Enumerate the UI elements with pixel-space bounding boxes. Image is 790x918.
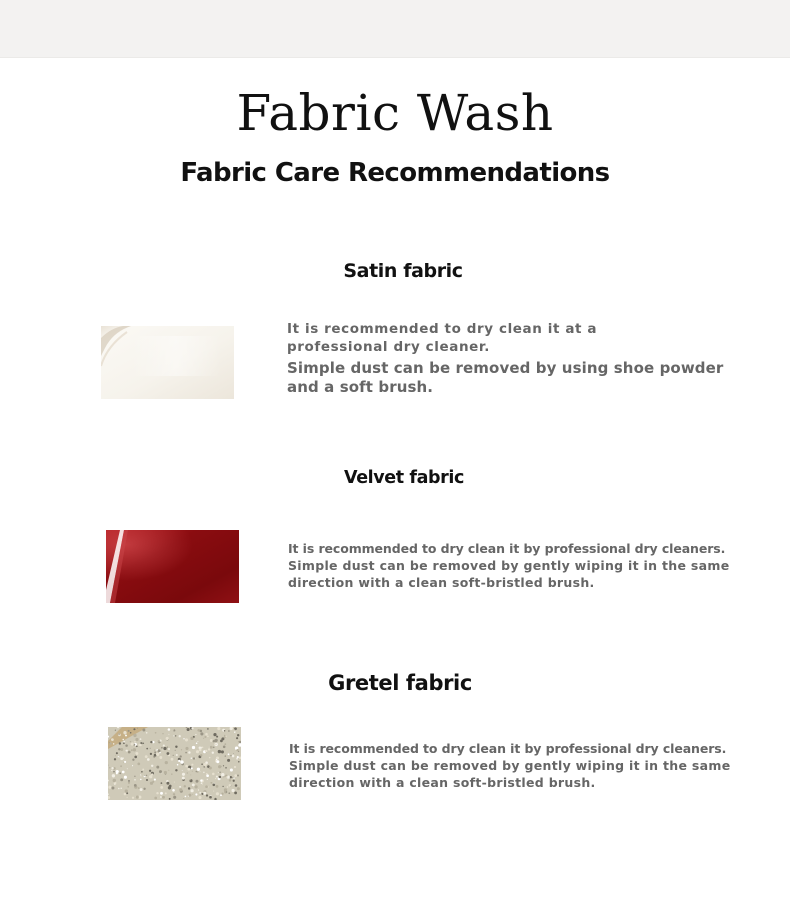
velvet-swatch [106, 530, 239, 603]
page-subtitle: Fabric Care Recommendations [180, 158, 610, 188]
satin-line: Simple dust can be removed by using shoe powder [287, 359, 724, 377]
gretel-line: direction with a clean soft-bristled brush. [289, 775, 596, 790]
gretel-description [289, 740, 759, 791]
satin-line: and a soft brush. [287, 378, 434, 396]
gretel-heading: Gretel fabric [328, 671, 472, 695]
gretel-line: It is recommended to dry clean it by professional dry cleaners. [289, 741, 727, 756]
gretel-line: Simple dust can be removed by gently wiping it in the same [289, 758, 731, 773]
satin-description [287, 320, 727, 397]
velvet-heading: Velvet fabric [344, 468, 464, 488]
satin-line: professional dry cleaner. [287, 339, 490, 355]
satin-line: It is recommended to dry clean it at a [287, 321, 598, 337]
velvet-line: Simple dust can be removed by gently wiping it in the same [288, 558, 730, 573]
satin-heading: Satin fabric [343, 260, 463, 282]
glitter-swatch [108, 727, 241, 800]
velvet-description [288, 540, 758, 591]
page-title: Fabric Wash [236, 84, 554, 142]
top-band [0, 0, 790, 58]
velvet-line: It is recommended to dry clean it by professional dry cleaners. [288, 541, 726, 556]
satin-swatch [101, 326, 234, 399]
velvet-line: direction with a clean soft-bristled brush. [288, 575, 595, 590]
